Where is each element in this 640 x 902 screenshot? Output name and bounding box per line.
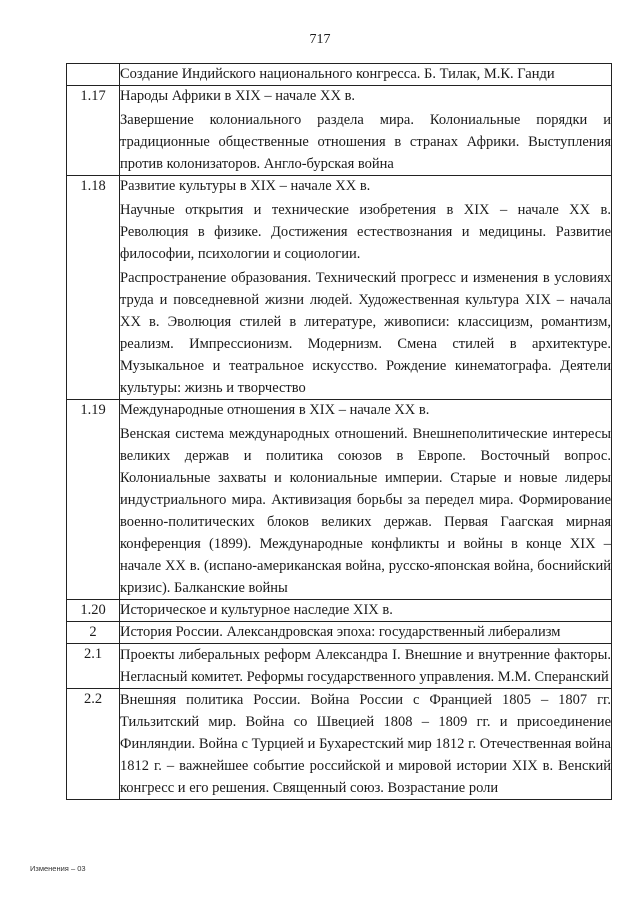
row-paragraph: Венская система международных отношений. Внешнеполитические интересы великих держав и политика союзов в Европе. Восточный вопрос. Колониальные захваты и колониальные империи. Старые и новые лидеры индустриального мира. Активизация борьбы за передел мира. Формирование военно-политических блоков великих держав. Первая Гаагская мирная конференция (1899). Международные конфликты и войны в конце XIX – начале XX в. (испано-американская война, русско-японская война, боснийский кризис). Балканские войны xyxy=(120,426,611,596)
row-number xyxy=(67,64,120,86)
row-title: Историческое и культурное наследие XIX в. xyxy=(120,602,393,618)
table-row xyxy=(67,64,612,86)
table-row xyxy=(67,622,612,644)
row-content xyxy=(120,64,612,86)
footer-revision-note: Изменения – 03 xyxy=(30,864,86,873)
table-row xyxy=(67,176,612,400)
table-row xyxy=(67,86,612,176)
row-paragraph: Научные открытия и технические изобретения в XIX – начале XX в. Революция в физике. Достижения естествознания и медицины. Развитие философии, психологии и социологии. xyxy=(120,202,611,262)
curriculum-table xyxy=(66,63,612,800)
table-row xyxy=(67,600,612,622)
row-content xyxy=(120,689,612,800)
row-number: 2.1 xyxy=(67,644,120,689)
row-title: Создание Индийского национального конгресса. Б. Тилак, М.К. Ганди xyxy=(120,66,555,82)
table-row xyxy=(67,644,612,689)
row-content xyxy=(120,622,612,644)
row-paragraph: Проекты либеральных реформ Александра I. Внешние и внутренние факторы. Негласный комитет. Реформы государственного управления. М.М. Сперанский xyxy=(120,647,611,685)
page-number: 717 xyxy=(309,32,331,47)
row-number: 1.19 xyxy=(67,400,120,600)
row-content xyxy=(120,86,612,176)
row-number: 2 xyxy=(67,622,120,644)
row-content xyxy=(120,600,612,622)
row-title: Народы Африки в XIX – начале XX в. xyxy=(120,88,356,104)
row-content xyxy=(120,644,612,689)
row-number: 1.18 xyxy=(67,176,120,400)
row-content xyxy=(120,176,612,400)
row-number: 1.17 xyxy=(67,86,120,176)
row-paragraph: Внешняя политика России. Война России с Францией 1805 – 1807 гг. Тильзитский мир. Война со Швецией 1808 – 1809 гг. и присоединение Финляндии. Война с Турцией и Бухарестский мир 1812 г. Отечественная война 1812 г. – важнейшее событие российской и мировой истории XIX в. Венский конгресс и его решения. Священный союз. Возрастание роли xyxy=(120,692,611,796)
row-paragraph: Завершение колониального раздела мира. Колониальные порядки и традиционные общественные отношения в странах Африки. Выступления против колонизаторов. Англо-бурская война xyxy=(120,112,611,172)
row-number: 2.2 xyxy=(67,689,120,800)
row-paragraph: Распространение образования. Технический прогресс и изменения в условиях труда и повседневной жизни людей. Художественная культура XIX – начала XX в. Эволюция стилей в литературе, живописи: классицизм, романтизм, реализм. Импрессионизм. Модернизм. Смена стилей в архитектуре. Музыкальное и театральное искусство. Рождение кинематографа. Деятели культуры: жизнь и творчество xyxy=(120,270,611,396)
table-row xyxy=(67,400,612,600)
row-title: Международные отношения в XIX – начале XX в. xyxy=(120,402,430,418)
table-row xyxy=(67,689,612,800)
row-title: История России. Александровская эпоха: государственный либерализм xyxy=(120,624,561,640)
row-title: Развитие культуры в XIX – начале XX в. xyxy=(120,178,371,194)
row-number: 1.20 xyxy=(67,600,120,622)
row-content xyxy=(120,400,612,600)
